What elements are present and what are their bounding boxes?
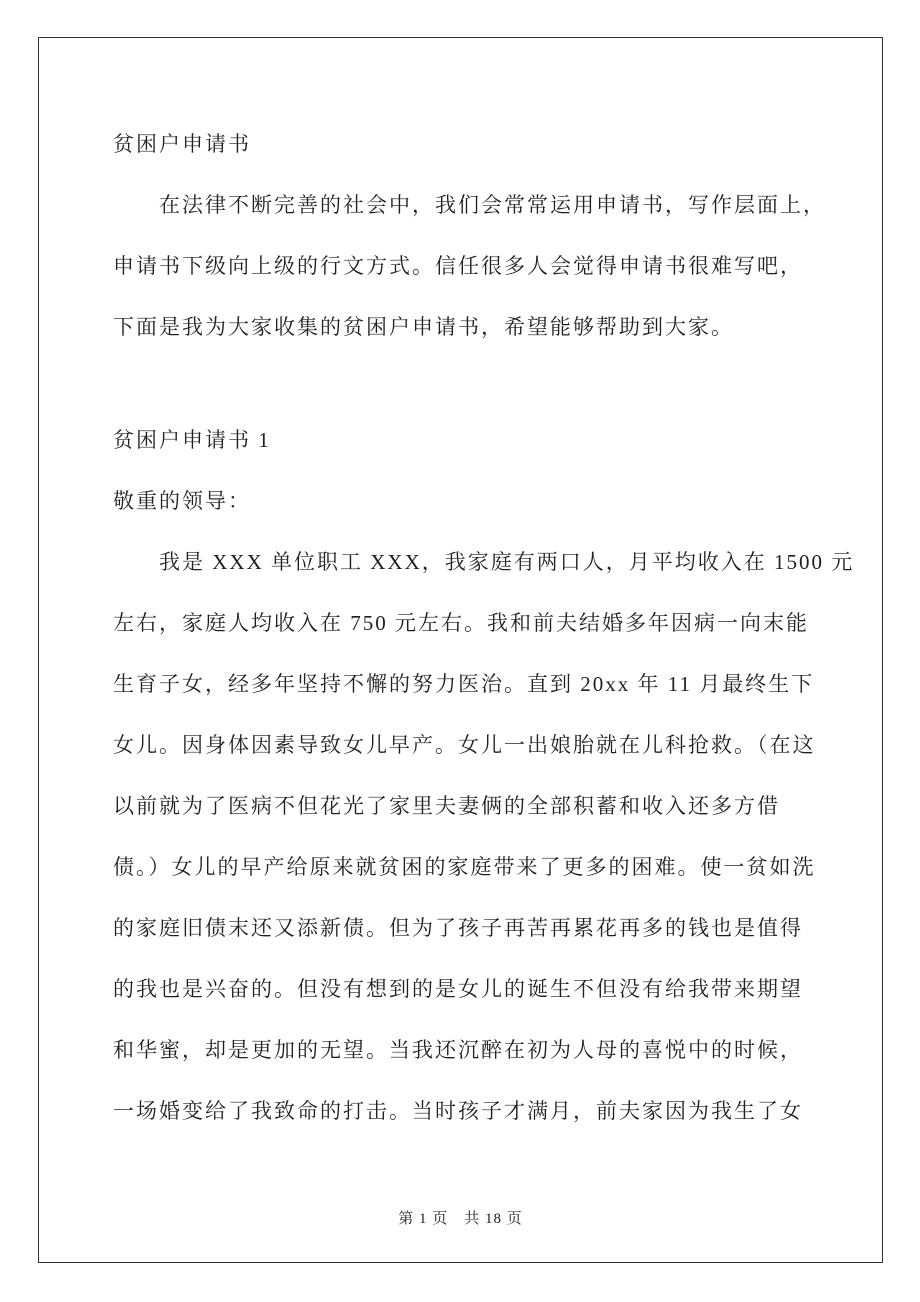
- intro-line: 下面是我为大家收集的贫困户申请书，希望能够帮助到大家。: [113, 314, 734, 339]
- intro-line: 在法律不断完善的社会中，我们会常常运用申请书，写作层面上，: [159, 192, 826, 217]
- body-line: 生育子女，经多年坚持不懈的努力医治。直到 20xx 年 11 月最终生下: [113, 671, 815, 696]
- body-line: 左右，家庭人均收入在 750 元左右。我和前夫结婚多年因病一向末能: [113, 610, 809, 635]
- page-border: [38, 37, 883, 1263]
- salutation: 敬重的领导：: [113, 488, 251, 513]
- page-count: 共 18 页: [464, 1211, 523, 1227]
- blank-line: [113, 356, 827, 408]
- body-line: 的我也是兴奋的。但没有想到的是女儿的诞生不但没有给我带来期望: [113, 976, 803, 1001]
- body-line: 和华蜜，却是更加的无望。当我还沉醉在初为人母的喜悦中的时候，: [113, 1037, 803, 1062]
- page-footer: [39, 1207, 882, 1228]
- document-body: [113, 112, 855, 1140]
- page-number: 第 1 页: [398, 1211, 449, 1227]
- intro-line: 申请书下级向上级的行文方式。信任很多人会觉得申请书很难写吧，: [113, 253, 803, 278]
- body-line: 以前就为了医病不但花光了家里夫妻俩的全部积蓄和收入还多方借: [113, 793, 780, 818]
- section-title: 贫困户申请书 1: [113, 427, 271, 452]
- body-line: 的家庭旧债末还又添新债。但为了孩子再苦再累花再多的钱也是值得: [113, 915, 803, 940]
- body-line: 我是 XXX 单位职工 XXX，我家庭有两口人，月平均收入在 1500 元: [159, 549, 855, 574]
- doc-title: 贫困户申请书: [113, 131, 251, 156]
- body-line: 一场婚变给了我致命的打击。当时孩子才满月，前夫家因为我生了女: [113, 1098, 803, 1123]
- body-line: 女儿。因身体因素导致女儿早产。女儿一出娘胎就在儿科抢救。（在这: [113, 732, 816, 757]
- body-line: 债。）女儿的早产给原来就贫困的家庭带来了更多的困难。使一贫如洗: [113, 854, 816, 879]
